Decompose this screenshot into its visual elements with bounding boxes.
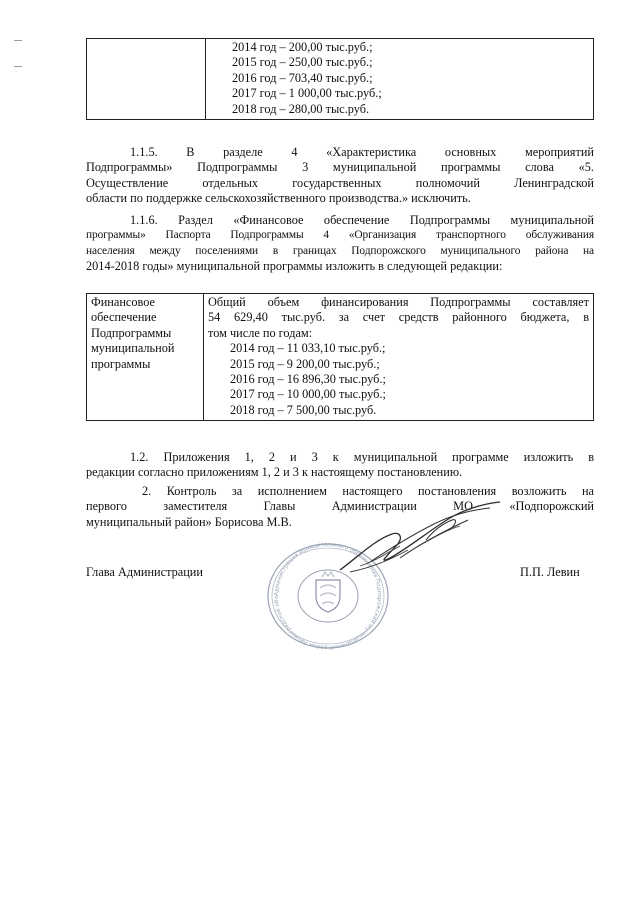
paragraph-1-1-6 [86,213,594,275]
year-line: 2014 год – 11 033,10 тыс.руб.; [230,341,386,356]
handwritten-signature [330,500,520,590]
text-line: 1.1.6. Раздел «Финансовое обеспечение Подпрограммы муниципальной [130,213,594,227]
scan-marks [14,40,26,100]
funding-label-cell [87,294,204,421]
funding-table-continuation [86,38,594,120]
year-line: 2018 год – 280,00 тыс.руб. [232,101,370,116]
seal-text: Администрация муниципального образования Подпорожский муниципальный район Ленинградской обл [273,541,383,651]
year-line: 2014 год – 200,00 тыс.руб.; [232,40,373,54]
years-cell [206,39,594,120]
text-line: том числе по годам: [208,325,313,340]
paragraph-1-1-5 [86,145,594,207]
text-line: Подпрограммы» Подпрограммы 3 муниципальной программы слова «5. [86,160,594,175]
text-line: Общий объем финансирования Подпрограммы составляет [208,295,589,309]
text-line: 2. Контроль за исполнением настоящего постановления возложить на [142,484,594,498]
signatory-name: П.П. Левин [520,565,580,579]
text-line: населения между поселениями в границах Подпорожского муниципального района на [86,244,594,257]
funding-table [86,293,594,421]
funding-text-cell [204,294,594,421]
label-line: Подпрограммы [91,325,172,340]
text-line: программы» Паспорта Подпрограммы 4 «Организация транспортного обслуживания [86,229,594,242]
year-line: 2017 год – 10 000,00 тыс.руб.; [230,387,386,402]
text-line: муниципальный район» Борисова М.В. [86,514,292,529]
year-line: 2015 год – 250,00 тыс.руб.; [232,55,373,70]
signatory-position: Глава Администрации [86,565,203,579]
text-line: редакции согласно приложениям 1, 2 и 3 к настоящему постановлению. [86,465,463,480]
text-line: 1.1.5. В разделе 4 «Характеристика основных мероприятий [130,145,594,159]
text-line: 54 629,40 тыс.руб. за счет средств районного бюджета, в [208,310,589,325]
year-line: 2016 год – 16 896,30 тыс.руб.; [230,372,386,387]
label-line: муниципальной [91,341,175,356]
year-line: 2018 год – 7 500,00 тыс.руб. [230,402,377,417]
text-line: 1.2. Приложения 1, 2 и 3 к муниципальной программе изложить в [130,450,594,464]
text-line: области по поддержке сельскохозяйственного производства.» исключить. [86,191,471,206]
year-line: 2017 год – 1 000,00 тыс.руб.; [232,86,382,101]
label-line: программы [91,356,151,371]
year-line: 2015 год – 9 200,00 тыс.руб.; [230,356,380,371]
year-line: 2016 год – 703,40 тыс.руб.; [232,70,373,85]
paragraph-1-2 [86,450,594,481]
label-line: обеспечение [91,310,157,325]
text-line: 2014-2018 годы» муниципальной программы изложить в следующей редакции: [86,259,503,274]
empty-label-cell [87,39,206,120]
text-line: первого заместителя Главы Администрации МО «Подпорожский [86,499,594,514]
label-line: Финансовое [91,295,156,309]
text-line: Осуществление отдельных государственных полномочий Ленинградской [86,175,594,190]
